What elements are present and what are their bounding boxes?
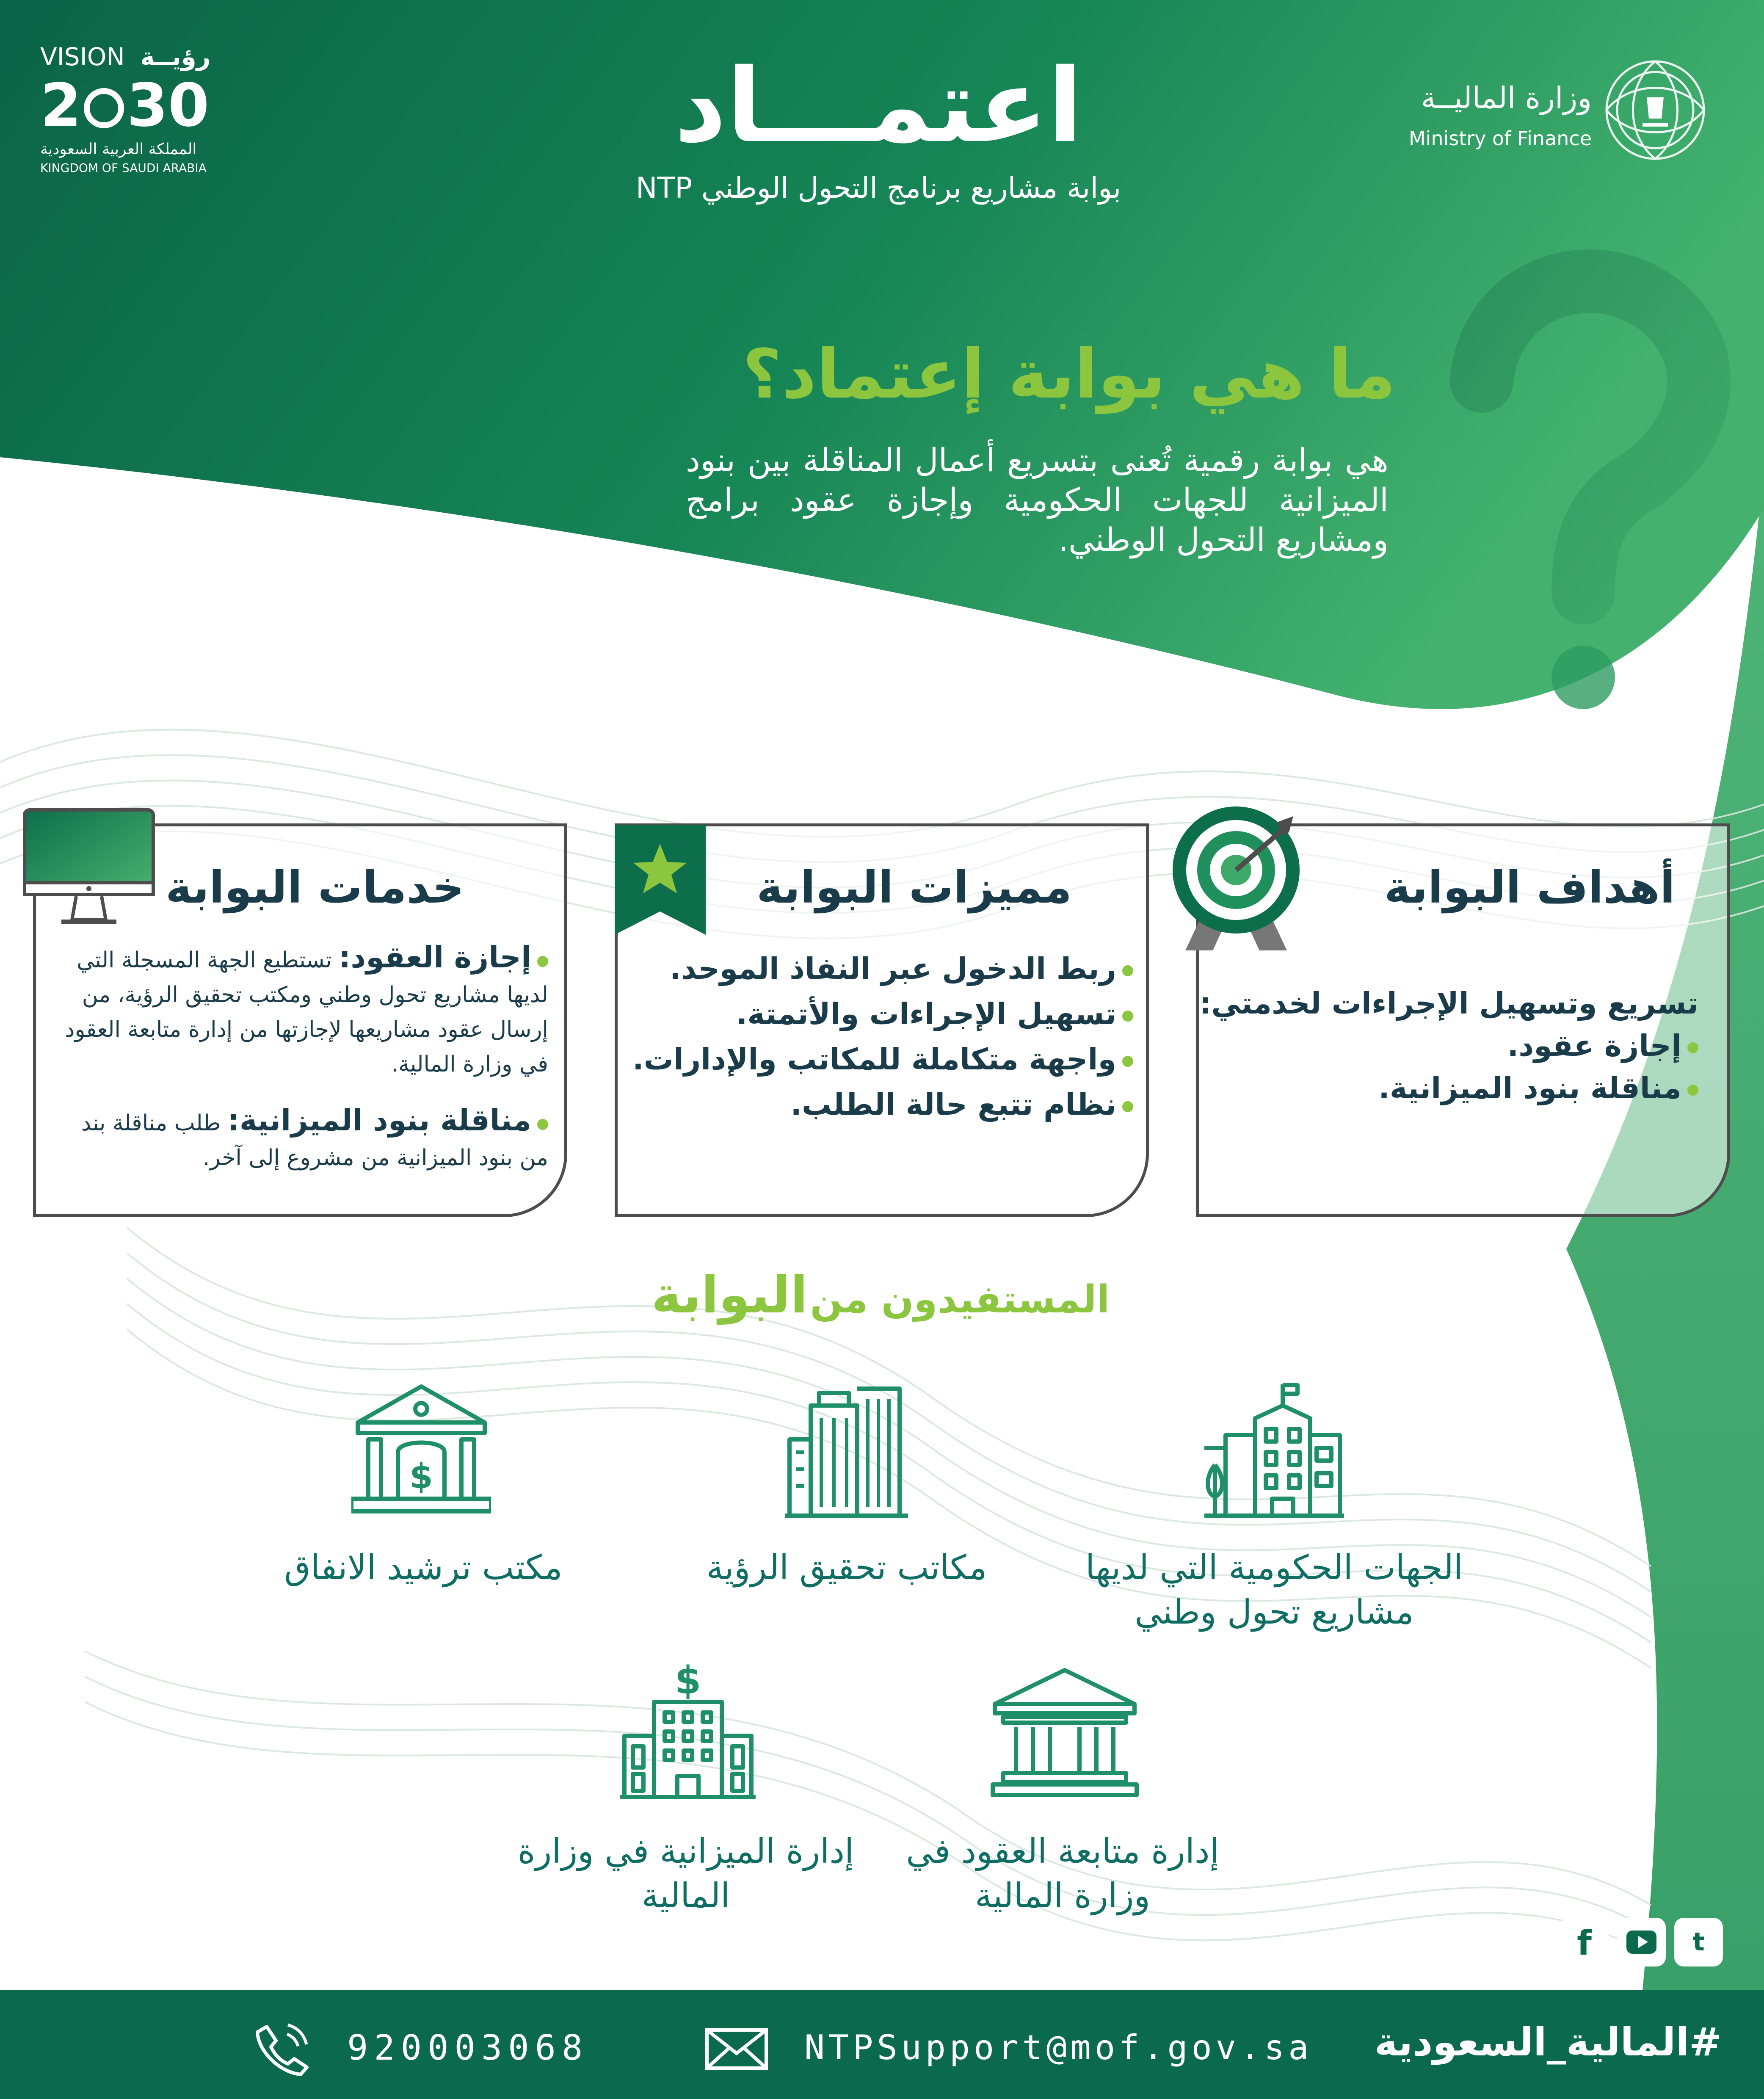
ministry-name-ar: وزارة الماليــة [1421,80,1592,115]
vision-arabic-word: رؤيــة [140,42,211,71]
beneficiary-label-contracts-dept: إدارة متابعة العقود في وزارة المالية [906,1831,1219,1915]
footer-hashtag[interactable]: #المالية_السعودية [1374,2019,1722,2065]
vision-2030-logo [40,42,239,174]
features-item [646,992,1133,1037]
goals-content [1199,982,1698,1109]
beneficiary-label-budget-dept: إدارة الميزانية في وزارة المالية [517,1831,854,1915]
features-list [632,946,1133,1127]
beneficiaries-heading-part1: المستفيدون من [810,1277,1110,1322]
monitor-icon [21,806,157,934]
goals-item [1212,1025,1698,1067]
svg-text:$: $ [409,1457,433,1496]
ministry-of-finance-logo [1389,55,1719,165]
features-title: مميزات البوابة [756,862,1072,913]
vision-kingdom-en: KINGDOM OF SAUDI ARABIA [40,161,207,175]
services-title: خدمات البوابة [165,862,464,913]
vision-word: VISION [40,42,125,71]
features-item-text: تسهيل الإجراءات والأتمتة. [736,997,1116,1031]
svg-text:$: $ [674,1662,701,1703]
vision-emblem-icon [84,88,124,128]
youtube-icon[interactable] [1617,1918,1666,1966]
features-item-text: ربط الدخول عبر النفاذ الموحد. [670,951,1116,986]
social-icons [1558,1918,1723,1973]
courthouse-icon [991,1664,1139,1799]
features-item [646,1082,1133,1127]
goals-item [1212,1067,1698,1109]
features-item-text: واجهة متكاملة للمكاتب والإدارات. [632,1042,1116,1077]
government-building-icon [1200,1380,1348,1520]
services-item-budget-transfer [51,1103,548,1175]
goals-lead: تسريع وتسهيل الإجراءات لخدمتي: [1199,986,1698,1021]
goals-item-text: مناقلة بنود الميزانية. [1378,1071,1681,1105]
services-item-budget-title: مناقلة بنود الميزانية: [227,1103,531,1138]
vision-kingdom-ar: المملكة العربية السعودية [40,141,197,158]
footer-phone[interactable]: 920003068 [347,2028,589,2068]
target-icon [1166,804,1306,957]
features-item-text: نظام تتبع حالة الطلب. [790,1087,1116,1122]
beneficiary-label-vision-offices: مكاتب تحقيق الرؤية [706,1548,987,1587]
twitter-icon[interactable]: t [1674,1918,1723,1966]
facebook-icon[interactable]: f [1560,1918,1609,1966]
services-item-budget-text: طلب مناقلة بند من بنود الميزانية من مشروع إلى آخر. [81,1110,548,1171]
intro-description: هي بوابة رقمية تُعنى بتسريع أعمال المناقلة بين بنود الميزانية للجهات الحكومية وإجازة عقود برامج ومشاريع التحول الوطني. [686,441,1389,558]
vision-year-right: 30 [127,71,210,140]
services-item-contracts-title: إجازة العقود: [339,940,531,975]
finance-building-icon [620,1662,756,1801]
beneficiaries-heading-part2: البوابة [651,1266,808,1325]
beneficiary-label-gov: الجهات الحكومية التي لديها مشاريع تحول وطني [1085,1548,1463,1632]
services-item-contracts-text: تستطيع الجهة المسجلة التي لديها مشاريع تحول وطني ومكتب تحقيق الرؤية، من إرسال عقود مشاريعها لإجازتها من إدارة متابعة العقود في وزارة المالية. [65,947,548,1077]
vision-year-left: 2 [40,71,82,140]
star-ribbon-icon [615,825,706,935]
office-buildings-icon [785,1380,908,1520]
features-item [632,1037,1133,1082]
page-title: اعتمـــاد [674,47,1083,165]
phone-icon [254,2022,309,2077]
services-item-contracts [51,940,548,1082]
ministry-name-en: Ministry of Finance [1408,127,1592,150]
features-item [646,946,1133,992]
page-subtitle: بوابة مشاريع برنامج التحول الوطني NTP [635,171,1121,205]
goals-title: أهداف البوابة [1384,862,1675,913]
beneficiary-label-spending: مكتب ترشيد الانفاق [284,1548,563,1587]
bank-dollar-icon [351,1380,491,1516]
intro-question: ما هي بوابة إعتماد؟ [742,334,1396,414]
goals-item-text: إجازة عقود. [1507,1028,1681,1063]
email-icon [705,2028,768,2070]
footer-email[interactable]: NTPSupport@mof.gov.sa [804,2028,1313,2067]
ministry-emblem-icon [1600,55,1710,165]
beneficiaries-heading [550,1266,1211,1325]
